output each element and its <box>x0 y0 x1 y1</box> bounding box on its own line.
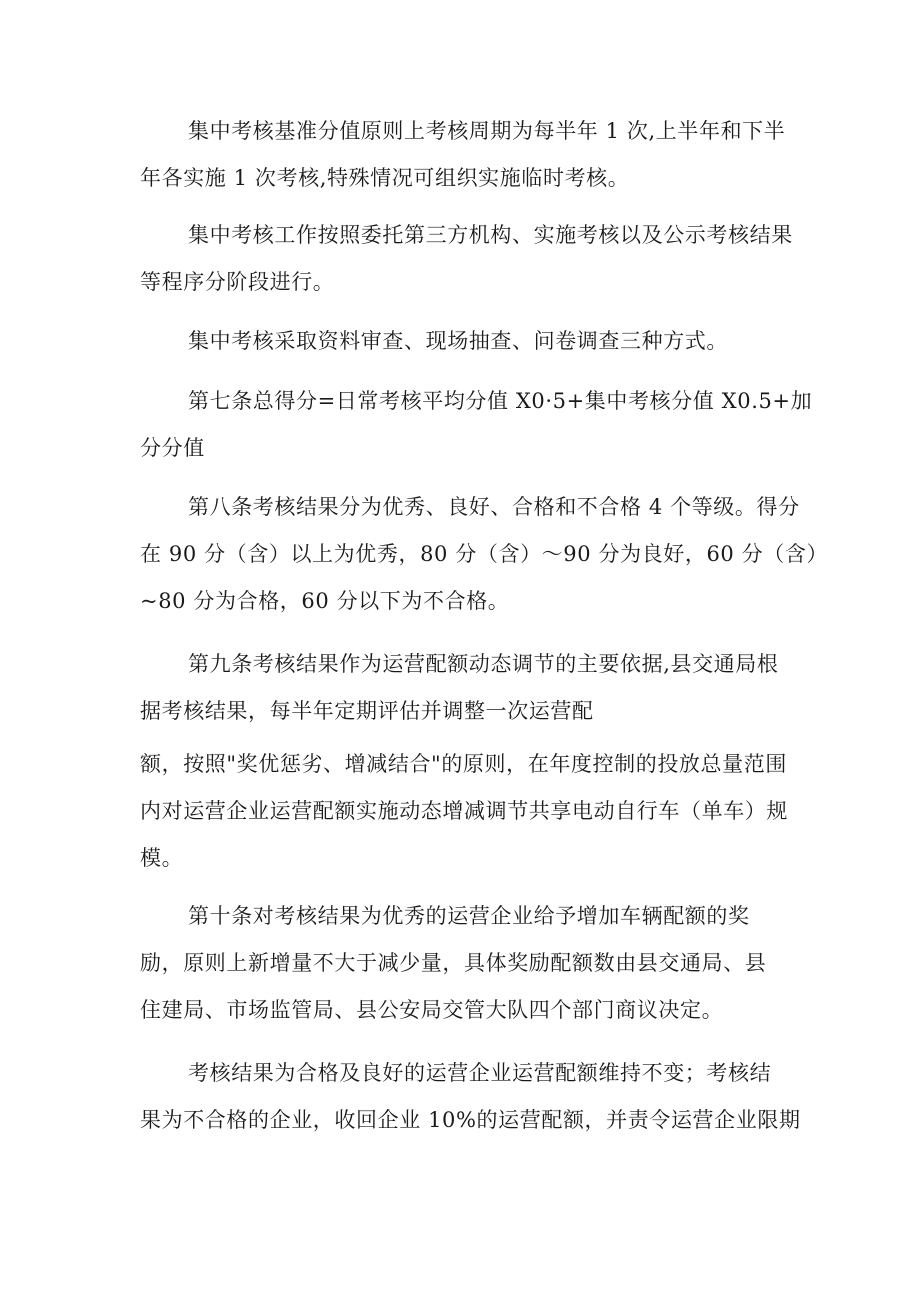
paragraph-line: 第八条考核结果分为优秀、良好、合格和不合格 4 个等级。得分 <box>188 495 800 519</box>
paragraph-5 <box>140 484 829 625</box>
paragraph-9 <box>140 1050 801 1144</box>
paragraph-8 <box>140 893 790 1034</box>
paragraph-line: 等程序分阶段进行。 <box>140 270 335 294</box>
paragraph-6 <box>140 641 790 735</box>
paragraph-line: 考核结果为合格及良好的运营企业运营配额维持不变；考核结 <box>188 1061 772 1085</box>
paragraph-line: 第七条总得分=日常考核平均分值 X0·5+集中考核分值 X0.5+加 <box>188 389 813 413</box>
paragraph-line: 在 90 分（含）以上为优秀，80 分（含）～90 分为良好，60 分（含） <box>140 542 829 566</box>
paragraph-line: 集中考核采取资料审查、现场抽查、问卷调查三种方式。 <box>188 329 728 353</box>
paragraph-7 <box>140 741 790 882</box>
paragraph-line: 集中考核基准分值原则上考核周期为每半年 1 次,上半年和下半 <box>188 119 786 143</box>
paragraph-line: 额，按照"奖优惩劣、增减结合"的原则，在年度控制的投放总量范围 <box>140 752 787 776</box>
paragraph-line: 励，原则上新增量不大于减少量，具体奖励配额数由县交通局、县 <box>140 951 767 975</box>
paragraph-line: 集中考核工作按照委托第三方机构、实施考核以及公示考核结果 <box>188 223 793 247</box>
paragraph-line: 年各实施 1 次考核,特殊情况可组织实施临时考核。 <box>140 166 630 190</box>
paragraph-3 <box>140 318 790 365</box>
paragraph-line: 分分值 <box>140 436 205 460</box>
paragraph-line: 据考核结果，每半年定期评估并调整一次运营配 <box>140 699 594 723</box>
paragraph-2 <box>140 212 793 306</box>
paragraph-line: 第九条考核结果作为运营配额动态调节的主要依据,县交通局根 <box>188 652 779 676</box>
paragraph-line: 住建局、市场监管局、县公安局交管大队四个部门商议决定。 <box>140 998 724 1022</box>
paragraph-line: 内对运营企业运营配额实施动态增减调节共享电动自行车（单车）规 <box>140 799 788 823</box>
paragraph-line: ~80 分为合格，60 分以下为不合格。 <box>140 589 510 613</box>
paragraph-line: 第十条对考核结果为优秀的运营企业给予增加车辆配额的奖 <box>188 904 750 928</box>
paragraph-4 <box>140 378 813 472</box>
paragraph-1 <box>140 108 790 202</box>
paragraph-line: 模。 <box>140 846 184 870</box>
paragraph-line: 果为不合格的企业，收回企业 10%的运营配额，并责令运营企业限期 <box>140 1108 801 1132</box>
